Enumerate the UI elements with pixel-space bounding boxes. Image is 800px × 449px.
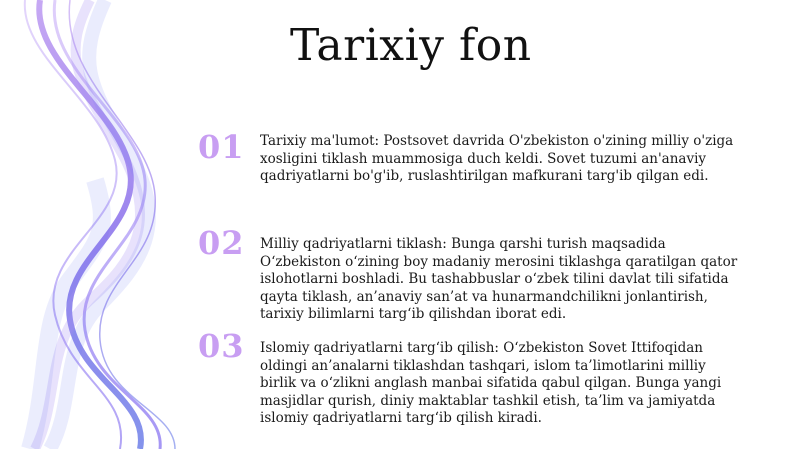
slide-title: Tarixiy fon bbox=[290, 20, 532, 71]
item-number-3: 03 bbox=[198, 327, 245, 365]
item-text-1: Tarixiy ma'lumot: Postsovet davrida O'zbekiston o'zining milliy o'ziga xosligini tiklash muammosiga duch keldi. Sovet tuzumi an'anaviy qadriyatlarni bo'g'ib, ruslashtirilgan mafkurani targ'ib qilgan edi. bbox=[260, 133, 734, 185]
item-text-2: Milliy qadriyatlarni tiklash: Bunga qarshi turish maqsadida O‘zbekiston o‘zining boy madaniy merosini tiklashga qaratilgan qator islohotlarni boshladi. Bu tashabbuslar o‘zbek tilini davlat tili sifatida qayta tiklash, an’anaviy san’at va hunarmandchilikni jonlantirish, tarixiy bilimlarni targ‘ib qilishdan iborat edi. bbox=[260, 236, 738, 323]
item-text-3: Islomiy qadriyatlarni targ‘ib qilish: O‘zbekiston Sovet Ittifoqidan oldingi an’analarni tiklashdan tashqari, islom ta’limotlarini milliy birlik va o‘zlikni anglash manbai sifatida qabul qilgan. Bunga yangi masjidlar qurish, diniy maktablar tashkil etish, ta’lim va jamiyatda islomiy qadriyatlarni targ‘ib qilish kiradi. bbox=[260, 340, 722, 427]
item-number-2: 02 bbox=[198, 224, 245, 262]
purple-smoke-decoration bbox=[0, 0, 220, 449]
item-number-1: 01 bbox=[198, 128, 245, 166]
